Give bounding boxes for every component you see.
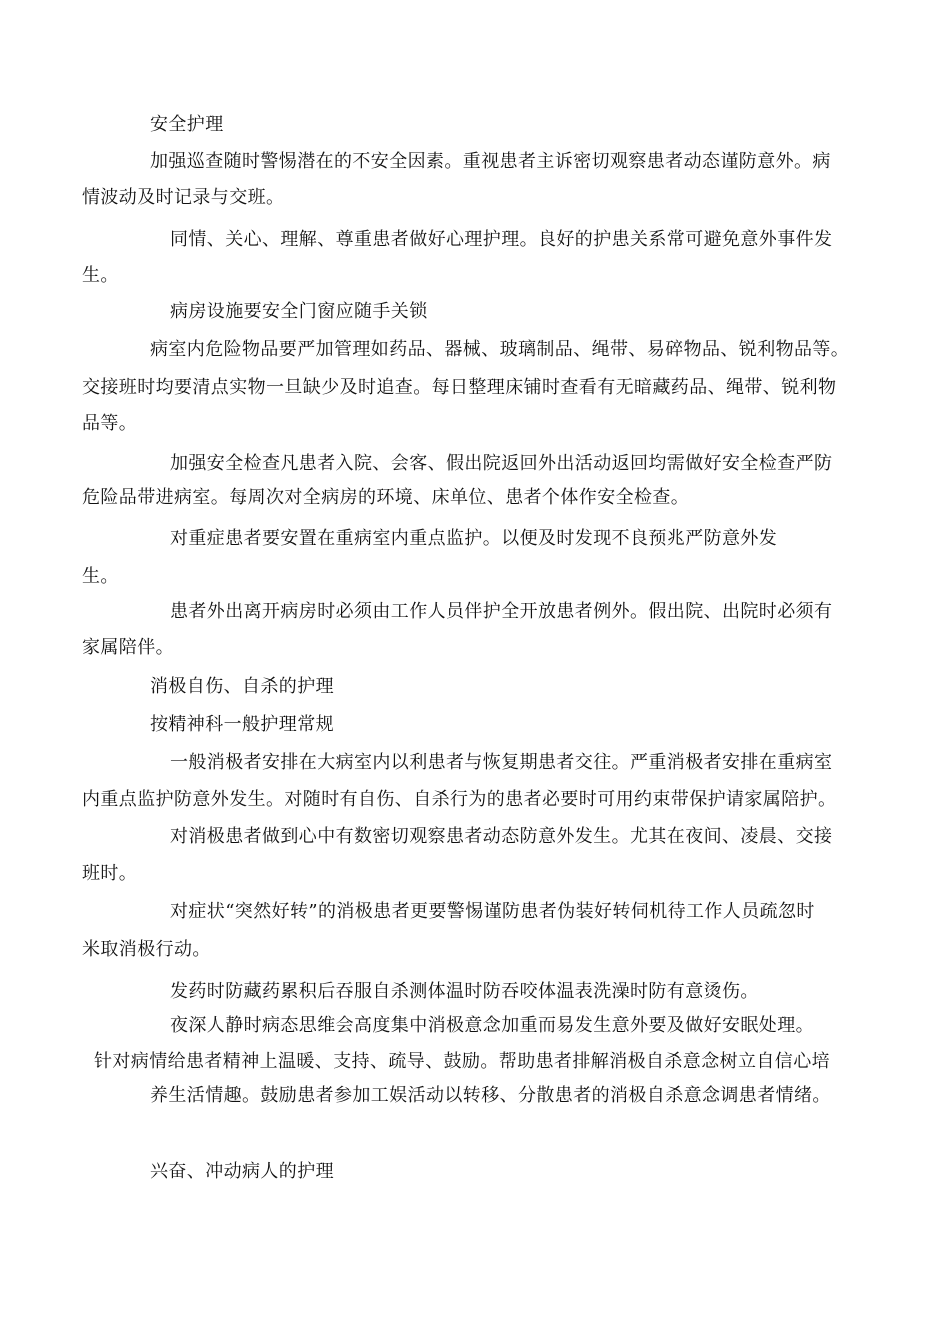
paragraph-line: 同情、关心、理解、尊重患者做好心理护理。良好的护患关系常可避免意外事件发 xyxy=(170,229,833,250)
paragraph-line: 病房设施要安全门窗应随手关锁 xyxy=(170,301,428,322)
paragraph-line: 情波动及时记录与交班。 xyxy=(82,187,285,208)
paragraph-line: 交接班时均要清点实物一旦缺少及时追查。每日整理床铺时查看有无暗藏药品、绳带、锐利物 xyxy=(82,377,837,398)
paragraph-line: 患者外出离开病房时必须由工作人员伴护全开放患者例外。假出院、出院时必须有 xyxy=(170,601,833,622)
paragraph-line: 生。 xyxy=(82,265,119,286)
paragraph-line: 对症状“突然好转”的消极患者更要警惕谨防患者伪装好转伺机待工作人员疏忽时 xyxy=(170,901,815,922)
paragraph-line: 按精神科一般护理常规 xyxy=(150,714,334,735)
paragraph-line: 针对病情给患者精神上温暖、支持、疏导、鼓励。帮助患者排解消极自杀意念树立自信心培 xyxy=(94,1051,830,1072)
paragraph-line: 内重点监护防意外发生。对随时有自伤、自杀行为的患者必要时可用约束带保护请家属陪护。 xyxy=(82,789,837,810)
paragraph-line: 发药时防藏药累积后吞服自杀测体温时防吞咬体温表洗澡时防有意烫伤。 xyxy=(170,981,759,1002)
paragraph-line: 家属陪伴。 xyxy=(82,637,174,658)
paragraph-line: 加强巡查随时警惕潜在的不安全因素。重视患者主诉密切观察患者动态谨防意外。病 xyxy=(150,151,831,172)
paragraph-line: 班时。 xyxy=(82,863,138,884)
paragraph-line: 病室内危险物品要严加管理如药品、器械、玻璃制品、绳带、易碎物品、锐利物品等。 xyxy=(150,339,850,360)
paragraph-line: 品等。 xyxy=(82,413,138,434)
section-heading: 消极自伤、自杀的护理 xyxy=(150,676,334,697)
section-heading: 兴奋、冲动病人的护理 xyxy=(150,1161,334,1182)
paragraph-line: 加强安全检查凡患者入院、会客、假出院返回外出活动返回均需做好安全检查严防 xyxy=(170,453,833,474)
paragraph-line: 对消极患者做到心中有数密切观察患者动态防意外发生。尤其在夜间、凌晨、交接 xyxy=(170,826,833,847)
paragraph-line: 危险品带进病室。每周次对全病房的环境、床单位、患者个体作安全检查。 xyxy=(82,487,690,508)
paragraph-line: 夜深人静时病态思维会高度集中消极意念加重而易发生意外要及做好安眠处理。 xyxy=(170,1015,814,1036)
paragraph-line: 米取消极行动。 xyxy=(82,939,211,960)
paragraph-line: 对重症患者要安置在重病室内重点监护。以便及时发现不良预兆严防意外发 xyxy=(170,528,778,549)
section-heading: 安全护理 xyxy=(150,114,224,135)
paragraph-line: 生。 xyxy=(82,566,119,587)
paragraph-line: 养生活情趣。鼓励患者参加工娱活动以转移、分散患者的消极自杀意念调患者情绪。 xyxy=(150,1085,831,1106)
paragraph-line: 一般消极者安排在大病室内以利患者与恢复期患者交往。严重消极者安排在重病室 xyxy=(170,752,833,773)
